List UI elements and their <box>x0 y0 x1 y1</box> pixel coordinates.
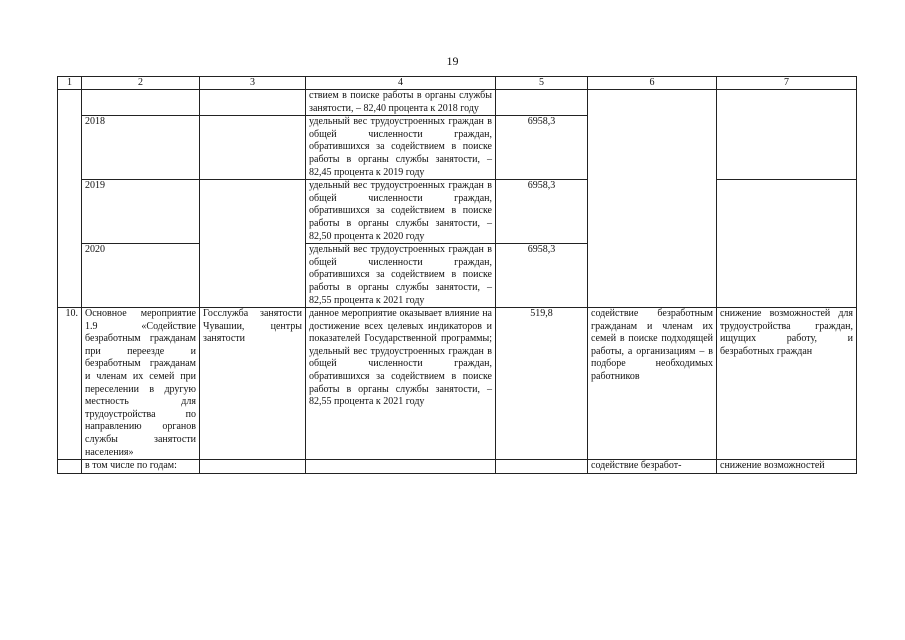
indicator-cell: удельный вес трудоустроенных граждан в общей численности граждан, обратившихся за содействием в поиске работы в органы службы занятости, – 82,45 процента к 2019 году <box>306 116 496 180</box>
column-header: 1 <box>58 77 82 90</box>
risk-cell <box>717 180 857 308</box>
table-row <box>58 460 857 474</box>
year-cell <box>82 90 200 116</box>
indicator-cell: данное мероприятие оказывает влияние на достижение всех целевых индикаторов и показателей Государственной программы; удельный вес трудоустроенных граждан в общей численности граждан, обратившихся за содействием в поиске работы в органы службы занятости, – 82,55 процента к 2021 году <box>306 308 496 460</box>
risk-cell <box>717 90 857 180</box>
table-row <box>58 90 857 116</box>
indicator-cell: ствием в поиске работы в органы службы занятости, – 82,40 процента к 2018 году <box>306 90 496 116</box>
year-cell: 2020 <box>82 244 200 308</box>
executor-cell <box>200 90 306 116</box>
amount-cell: 6958,3 <box>496 244 588 308</box>
row-number: 10. <box>58 308 82 460</box>
amount-cell <box>496 460 588 474</box>
executor-cell <box>200 116 306 180</box>
executor-cell <box>200 460 306 474</box>
amount-cell <box>496 90 588 116</box>
number-cell <box>58 90 82 308</box>
amount-cell: 6958,3 <box>496 116 588 180</box>
column-header: 3 <box>200 77 306 90</box>
result-cell: содействие безработ- <box>588 460 717 474</box>
column-header: 7 <box>717 77 857 90</box>
result-cell <box>588 90 717 308</box>
risk-cell: снижение возможностей <box>717 460 857 474</box>
header-row <box>58 77 857 90</box>
executor-cell: Госслужба занятости Чувашии, центры занятости <box>200 308 306 460</box>
indicator-cell: удельный вес трудоустроенных граждан в общей численности граждан, обратившихся за содействием в поиске работы в органы службы занятости, – 82,55 процента к 2021 году <box>306 244 496 308</box>
executor-cell <box>200 180 306 308</box>
number-cell <box>58 460 82 474</box>
indicator-cell <box>306 460 496 474</box>
column-header: 4 <box>306 77 496 90</box>
amount-cell: 519,8 <box>496 308 588 460</box>
measure-cell: Основное мероприятие 1.9 «Содействие безработным гражданам при переезде и безработным гражданам и членам их семей при переселении в другую местность для трудоустройства по направлению органов службы занятости населения» <box>82 308 200 460</box>
indicator-cell: удельный вес трудоустроенных граждан в общей численности граждан, обратившихся за содействием в поиске работы в органы службы занятости, – 82,50 процента к 2020 году <box>306 180 496 244</box>
table-row <box>58 308 857 460</box>
amount-cell: 6958,3 <box>496 180 588 244</box>
page-number: 19 <box>446 54 459 68</box>
risk-cell: снижение возможностей для трудоустройства граждан, ищущих работу, и безработных граждан <box>717 308 857 460</box>
year-cell: 2018 <box>82 116 200 180</box>
result-cell: содействие безработным гражданам и членам их семей в поиске подходящей работы, а организациям – в подборе необходимых работников <box>588 308 717 460</box>
column-header: 5 <box>496 77 588 90</box>
column-header: 2 <box>82 77 200 90</box>
table-row <box>58 180 857 244</box>
program-table <box>57 76 857 474</box>
year-cell: 2019 <box>82 180 200 244</box>
column-header: 6 <box>588 77 717 90</box>
label-cell: в том числе по годам: <box>82 460 200 474</box>
